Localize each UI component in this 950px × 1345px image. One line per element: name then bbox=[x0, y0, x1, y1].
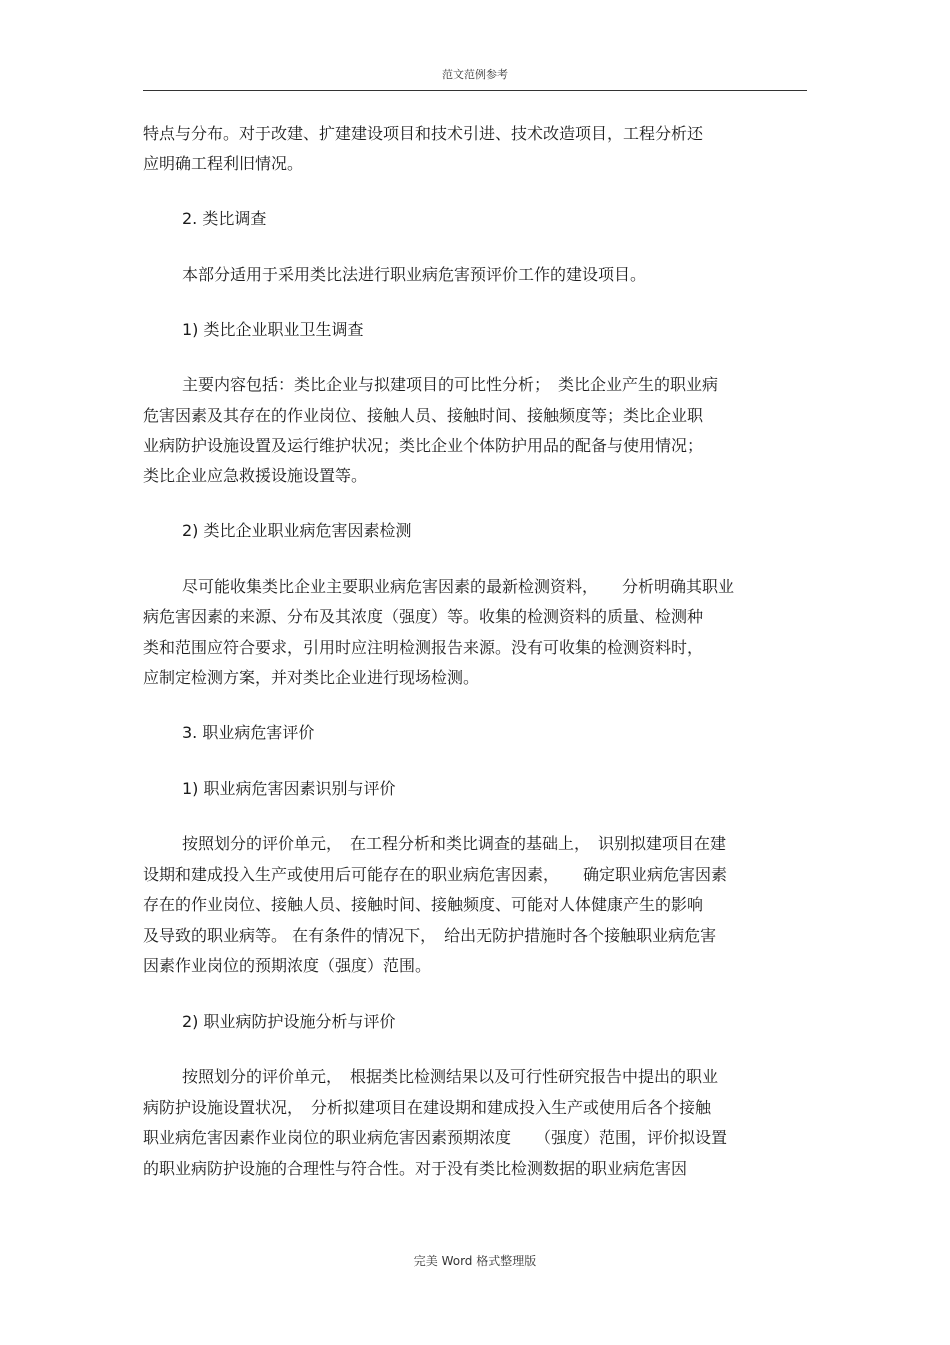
paragraph-line: 的职业病防护设施的合理性与符合性。对于没有类比检测数据的职业病危害因 bbox=[143, 1159, 688, 1178]
section-heading: 3. 职业病危害评价 bbox=[182, 723, 315, 742]
subsection-heading: 1) 职业病危害因素识别与评价 bbox=[182, 779, 396, 798]
paragraph-line: 本部分适用于采用类比法进行职业病危害预评价工作的建设项目。 bbox=[182, 265, 647, 284]
paragraph-line: 类和范围应符合要求，引用时应注明检测报告来源。没有可收集的检测资料时， bbox=[143, 638, 704, 657]
page-footer: 完美 Word 格式整理版 bbox=[413, 1254, 537, 1268]
paragraph-line: 特点与分布。对于改建、扩建建设项目和技术引进、技术改造项目，工程分析还 bbox=[143, 124, 704, 143]
page-header: 范文范例参考 bbox=[442, 68, 508, 81]
paragraph-line: 病防护设施设置状况， 分析拟建项目在建设期和建成投入生产或使用后各个接触 bbox=[143, 1098, 712, 1117]
paragraph-line: 按照划分的评价单元， 在工程分析和类比调查的基础上， 识别拟建项目在建 bbox=[182, 834, 727, 853]
paragraph-line: 因素作业岗位的预期浓度（强度）范围。 bbox=[143, 956, 432, 975]
subsection-heading: 2) 职业病防护设施分析与评价 bbox=[182, 1012, 396, 1031]
paragraph-line: 类比企业应急救援设施设置等。 bbox=[143, 466, 368, 485]
paragraph-line: 病危害因素的来源、分布及其浓度（强度）等。收集的检测资料的质量、检测种 bbox=[143, 607, 704, 626]
paragraph-line: 主要内容包括：类比企业与拟建项目的可比性分析； 类比企业产生的职业病 bbox=[182, 375, 719, 394]
subsection-heading: 1) 类比企业职业卫生调查 bbox=[182, 320, 364, 339]
header-rule bbox=[143, 90, 807, 91]
paragraph-line: 应明确工程利旧情况。 bbox=[143, 154, 304, 173]
paragraph-line: 应制定检测方案，并对类比企业进行现场检测。 bbox=[143, 668, 480, 687]
paragraph-line: 尽可能收集类比企业主要职业病危害因素的最新检测资料， 分析明确其职业 bbox=[182, 577, 735, 596]
paragraph-line: 设期和建成投入生产或使用后可能存在的职业病危害因素， 确定职业病危害因素 bbox=[143, 865, 728, 884]
paragraph-line: 业病防护设施设置及运行维护状况；类比企业个体防护用品的配备与使用情况； bbox=[143, 436, 704, 455]
section-heading: 2. 类比调查 bbox=[182, 209, 267, 228]
paragraph-line: 存在的作业岗位、接触人员、接触时间、接触频度、可能对人体健康产生的影响 bbox=[143, 895, 704, 914]
subsection-heading: 2) 类比企业职业病危害因素检测 bbox=[182, 521, 412, 540]
paragraph-line: 及导致的职业病等。 在有条件的情况下， 给出无防护措施时各个接触职业病危害 bbox=[143, 926, 717, 945]
paragraph-line: 危害因素及其存在的作业岗位、接触人员、接触时间、接触频度等；类比企业职 bbox=[143, 406, 704, 425]
paragraph-line: 职业病危害因素作业岗位的职业病危害因素预期浓度 （强度）范围，评价拟设置 bbox=[143, 1128, 728, 1147]
paragraph-line: 按照划分的评价单元， 根据类比检测结果以及可行性研究报告中提出的职业 bbox=[182, 1067, 719, 1086]
